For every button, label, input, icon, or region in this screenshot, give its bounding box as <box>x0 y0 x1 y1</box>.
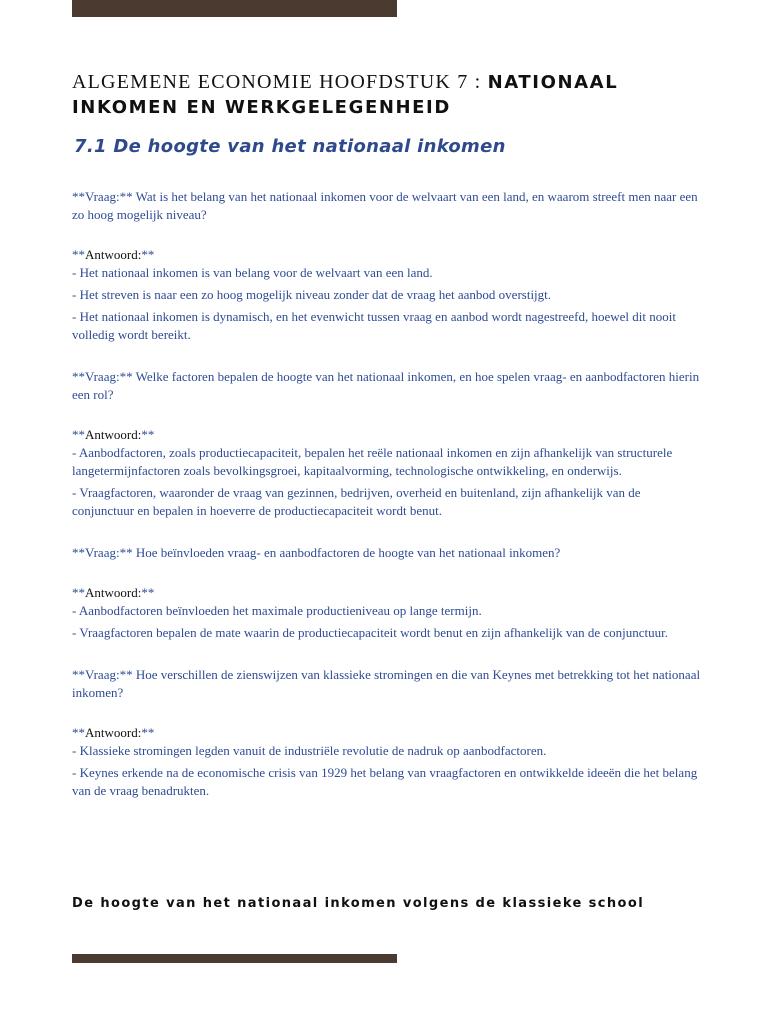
qa-content <box>72 188 702 804</box>
answer-label-4 <box>72 724 702 742</box>
answer-label-suffix: ** <box>141 725 155 740</box>
answer-label-suffix: ** <box>141 247 155 262</box>
question-4: **Vraag:** Hoe verschillen de zienswijzen van klassieke stromingen en die van Keynes met betrekking tot het nationaal inkomen? <box>72 667 701 700</box>
answer-1-line-2: - Het streven is naar een zo hoog mogelijk niveau zonder dat de vraag het aanbod overstijgt. <box>72 287 552 302</box>
answer-label-3 <box>72 584 702 602</box>
answer-2-line-2: - Vraagfactoren, waaronder de vraag van gezinnen, bedrijven, overheid en buitenland, zijn afhankelijk van de conjunctuur en bepalen in hoeverre de productiecapaciteit wordt benut. <box>72 485 641 518</box>
answer-label-word: Antwoord: <box>85 585 142 600</box>
question-1: **Vraag:** Wat is het belang van het nationaal inkomen voor de welvaart van een land, en waarom streeft men naar een zo hoog mogelijk niveau? <box>72 189 698 222</box>
section-title: 7.1 De hoogte van het nationaal inkomen <box>74 136 506 157</box>
bottom-decorative-bar <box>72 954 397 963</box>
answer-1-line-1: - Het nationaal inkomen is van belang voor de welvaart van een land. <box>72 265 433 280</box>
answer-label-prefix: ** <box>72 247 85 262</box>
document-title-part1: ALGEMENE ECONOMIE HOOFDSTUK 7 : <box>72 71 488 93</box>
question-3: **Vraag:** Hoe beïnvloeden vraag- en aanbodfactoren de hoogte van het nationaal inkomen? <box>72 545 561 560</box>
top-decorative-bar <box>72 0 397 17</box>
answer-label-word: Antwoord: <box>85 427 142 442</box>
question-2: **Vraag:** Welke factoren bepalen de hoogte van het nationaal inkomen, en hoe spelen vraag- en aanbodfactoren hierin een rol? <box>72 369 700 402</box>
answer-4-line-1: - Klassieke stromingen legden vanuit de industriële revolutie de nadruk op aanbodfactoren. <box>72 743 547 758</box>
answer-3-line-2: - Vraagfactoren bepalen de mate waarin de productiecapaciteit wordt benut en zijn afhankelijk van de conjunctuur. <box>72 625 669 640</box>
qa-block-2 <box>72 368 702 520</box>
answer-label-word: Antwoord: <box>85 725 142 740</box>
answer-label-word: Antwoord: <box>85 247 142 262</box>
subsection-heading: De hoogte van het nationaal inkomen volgens de klassieke school <box>72 896 645 911</box>
answer-4-line-2: - Keynes erkende na de economische crisis van 1929 het belang van vraagfactoren en ontwikkelde ideeën die het belang van de vraag benadrukten. <box>72 765 698 798</box>
qa-block-1 <box>72 188 702 344</box>
qa-block-4 <box>72 666 702 800</box>
qa-block-3 <box>72 544 702 642</box>
answer-1-line-3: - Het nationaal inkomen is dynamisch, en het evenwicht tussen vraag en aanbod wordt nagestreefd, hoewel dit nooit volledig wordt bereikt. <box>72 309 676 342</box>
answer-label-suffix: ** <box>141 427 155 442</box>
document-title <box>72 70 712 120</box>
answer-label-prefix: ** <box>72 725 85 740</box>
answer-label-1 <box>72 246 702 264</box>
answer-2-line-1: - Aanbodfactoren, zoals productiecapaciteit, bepalen het reële nationaal inkomen en zijn afhankelijk van structurele langetermijnfactoren zoals bevolkingsgroei, kapitaalvorming, technologische ontwikkeling, en onderwijs. <box>72 445 673 478</box>
answer-label-prefix: ** <box>72 427 85 442</box>
answer-3-line-1: - Aanbodfactoren beïnvloeden het maximale productieniveau op lange termijn. <box>72 603 482 618</box>
answer-label-2 <box>72 426 702 444</box>
answer-label-prefix: ** <box>72 585 85 600</box>
answer-label-suffix: ** <box>141 585 155 600</box>
document-title-part2: NATIONAAL INKOMEN EN WERKGELEGENHEID <box>72 72 619 118</box>
